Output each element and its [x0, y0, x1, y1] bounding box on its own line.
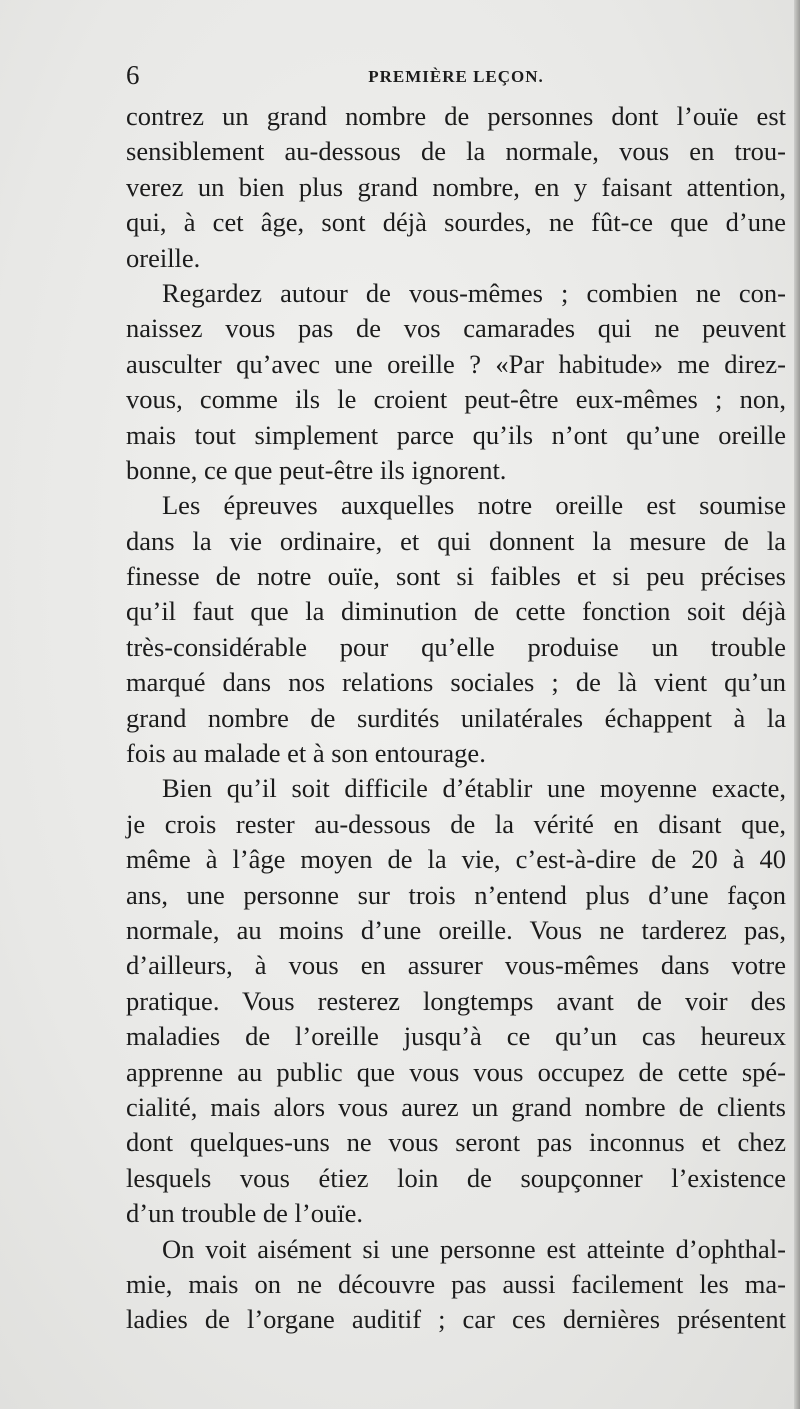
text-line: fois au malade et à son entourage.: [126, 738, 486, 769]
text-line: d’ailleurs, à vous en assurer vous-mêmes dans votre: [126, 950, 786, 981]
text-line: marqué dans nos relations sociales ; de là vient qu’un: [126, 667, 786, 698]
text-line: Regardez autour de vous-mêmes ; combien ne con-: [162, 277, 786, 308]
text-line: contrez un grand nombre de personnes dont l’ouïe est: [126, 101, 786, 131]
text-line: oreille.: [126, 242, 201, 273]
body-text: [126, 99, 786, 1338]
page-number: 6: [126, 60, 140, 90]
running-head: PREMIÈRE LEÇON.: [368, 67, 544, 86]
text-line: verez un bien plus grand nombre, en y faisant attention,: [126, 171, 786, 202]
text-line: qui, à cet âge, sont déjà sourdes, ne fût-ce que d’une: [126, 207, 786, 238]
page-header: [126, 58, 786, 92]
text-line: dont quelques-uns ne vous seront pas inconnus et chez: [126, 1127, 786, 1158]
text-line: mie, mais on ne découvre pas aussi facilement les ma-: [126, 1268, 786, 1299]
text-line: vous, comme ils le croient peut-être eux-mêmes ; non,: [126, 384, 786, 415]
text-line: d’un trouble de l’ouïe.: [126, 1198, 363, 1229]
text-line: très-considérable pour qu’elle produise un trouble: [126, 631, 786, 662]
text-line: cialité, mais alors vous aurez un grand nombre de clients: [126, 1091, 786, 1122]
text-line: Les épreuves auxquelles notre oreille est soumise: [162, 490, 786, 521]
text-line: je crois rester au-dessous de la vérité en disant que,: [126, 808, 786, 839]
text-line: maladies de l’oreille jusqu’à ce qu’un cas heureux: [126, 1021, 786, 1052]
text-line: apprenne au public que vous vous occupez de cette spé-: [126, 1056, 786, 1087]
text-line: sensiblement au-dessous de la normale, vous en trou-: [126, 136, 786, 167]
text-line: finesse de notre ouïe, sont si faibles et si peu précises: [126, 561, 786, 592]
text-line: même à l’âge moyen de la vie, c’est-à-dire de 20 à 40: [126, 844, 786, 875]
text-line: grand nombre de surdités unilatérales échappent à la: [126, 702, 786, 733]
text-line: qu’il faut que la diminution de cette fonction soit déjà: [126, 596, 786, 627]
text-line: dans la vie ordinaire, et qui donnent la mesure de la: [126, 525, 786, 556]
page-edge-shadow: [794, 0, 800, 1409]
text-line: ladies de l’organe auditif ; car ces dernières présentent: [126, 1304, 786, 1335]
text-line: mais tout simplement parce qu’ils n’ont qu’une oreille: [126, 419, 786, 450]
text-line: Bien qu’il soit difficile d’établir une moyenne exacte,: [162, 773, 786, 804]
text-line: lesquels vous étiez loin de soupçonner l’existence: [126, 1162, 786, 1193]
text-line: bonne, ce que peut-être ils ignorent.: [126, 454, 507, 485]
text-line: On voit aisément si une personne est atteinte d’ophthal-: [162, 1233, 786, 1264]
text-line: ans, une personne sur trois n’entend plus d’une façon: [126, 879, 786, 910]
text-line: pratique. Vous resterez longtemps avant de voir des: [126, 985, 786, 1016]
text-line: ausculter qu’avec une oreille ? «Par habitude» me direz-: [126, 348, 786, 379]
text-line: normale, au moins d’une oreille. Vous ne tarderez pas,: [126, 914, 786, 945]
text-line: naissez vous pas de vos camarades qui ne peuvent: [126, 313, 786, 344]
